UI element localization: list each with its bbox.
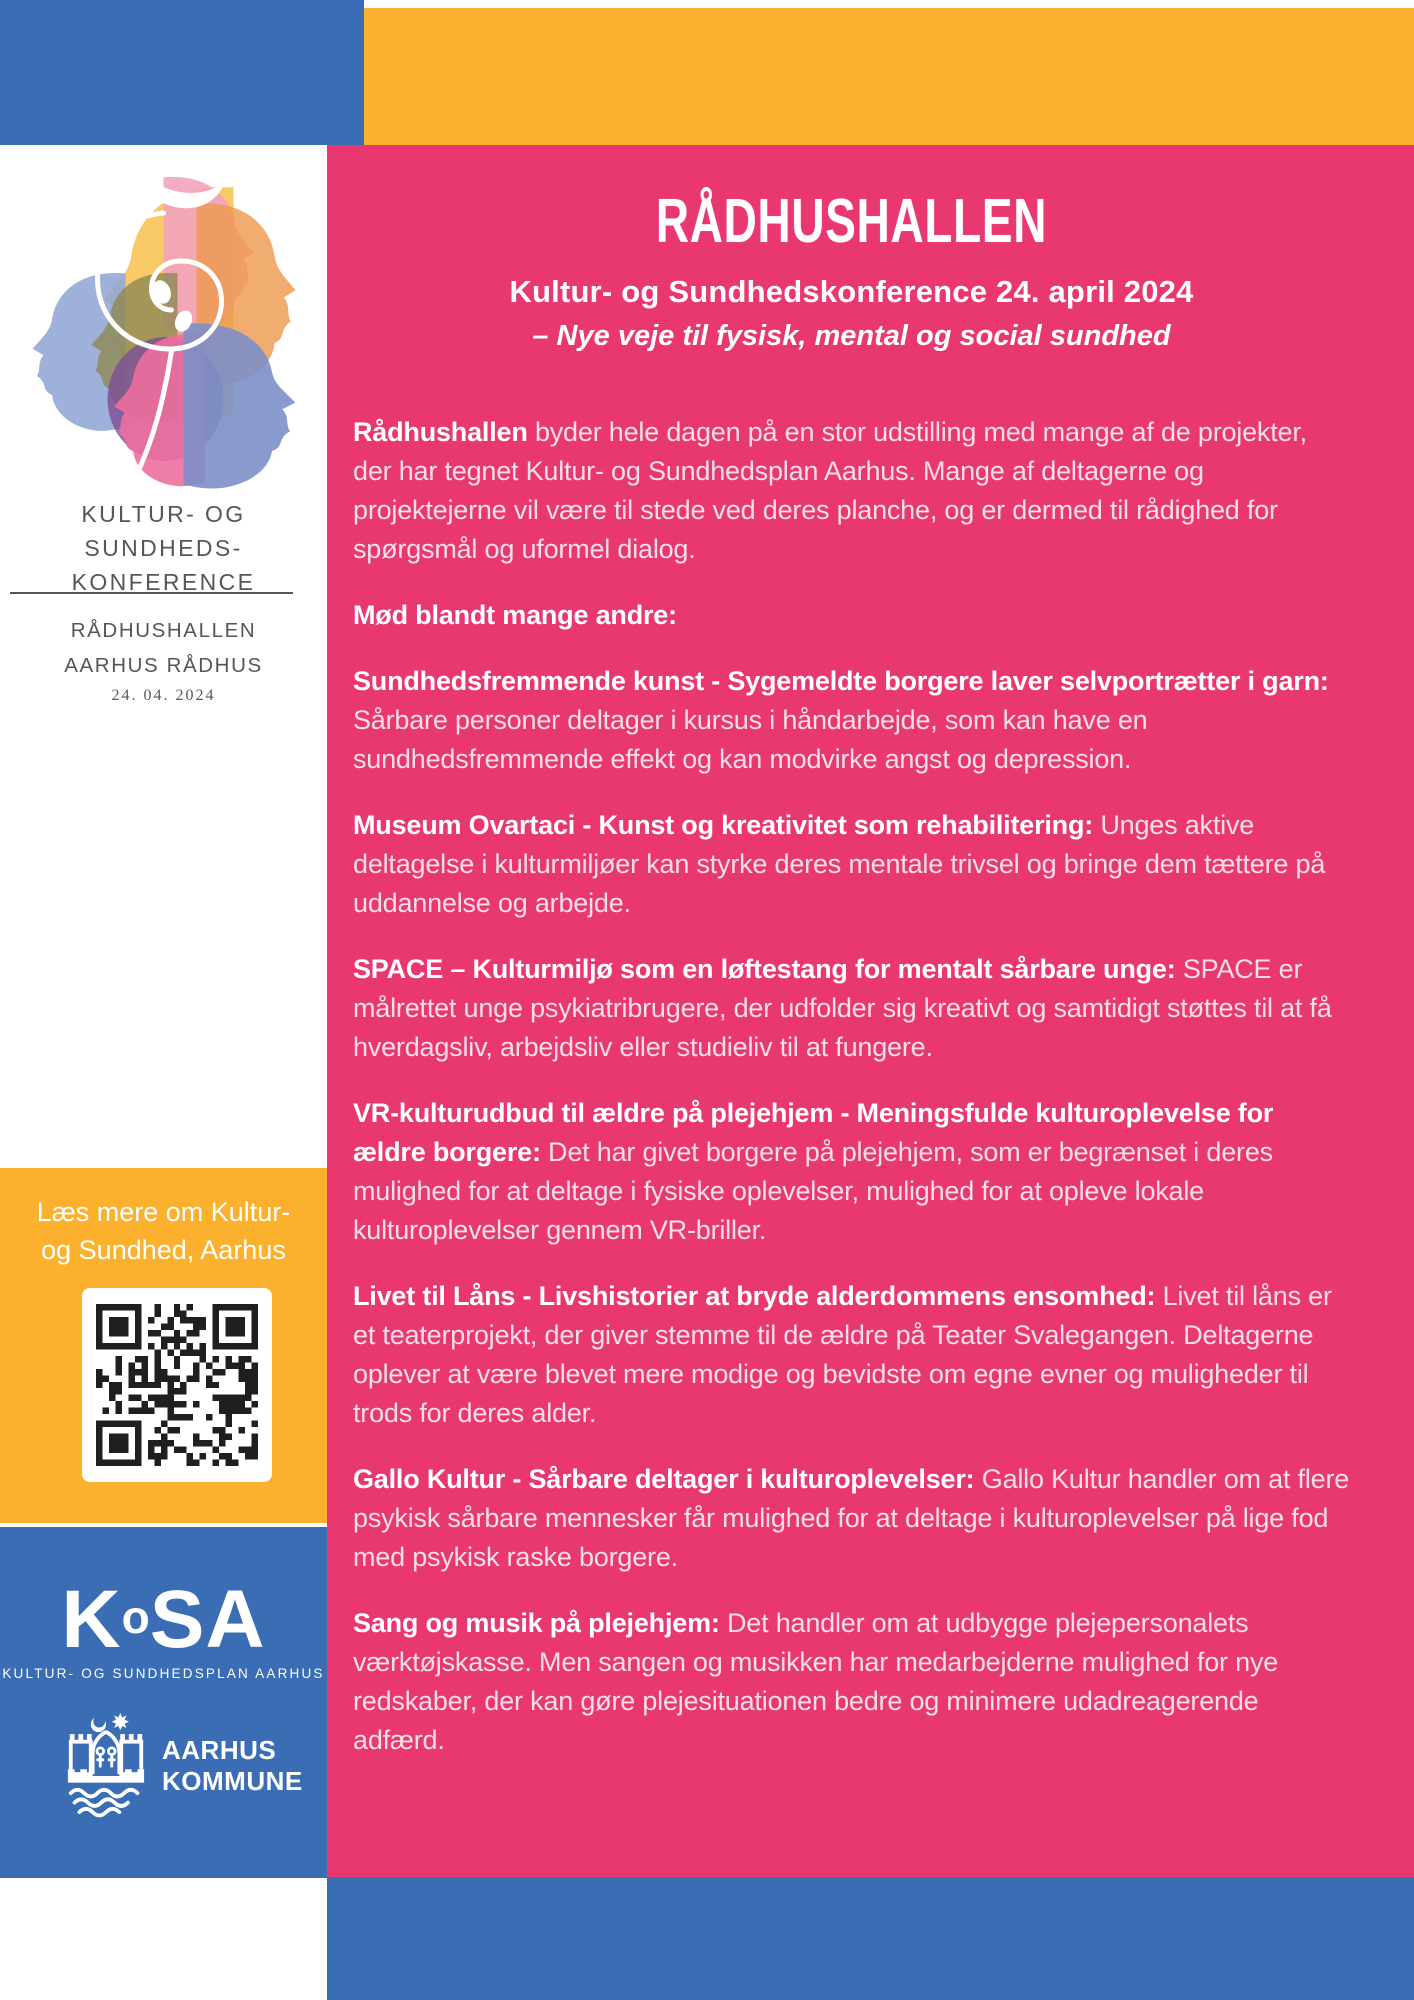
aarhus-kommune-logo [66,1713,303,1818]
project-section-body: Unges aktive deltagelse i kulturmiljøer kan styrke deres mentale trivsel og bringe dem tættere på uddannelse og arbejde. [353,809,1326,918]
sidebar-venue-line2: AARHUS RÅDHUS [64,654,263,677]
aarhus-kommune-wordmark [162,1735,303,1797]
aarhus-kommune-line2: KOMMUNE [162,1765,303,1796]
project-section-body: SPACE er målrettet unge psykiatribrugere, der udfolder sig kreativt og samtidigt støttes til at få hverdagsliv, arbejdsliv eller studieliv til at fungere. [353,953,1332,1062]
main-content [327,145,1414,1877]
project-section-lead: Livet til Låns - Livshistorier at bryde alderdommens ensomhed: [353,1280,1156,1311]
aarhus-crest-icon [66,1713,146,1818]
sidebar [0,145,327,1168]
project-section-lead: VR-kulturudbud til ældre på plejehjem - Meningsfulde kulturoplevelse for ældre borgere: [353,1097,1274,1167]
page-subtitle: Kultur- og Sundhedskonference 24. april 2024 [509,273,1194,309]
kosa-o: o [121,1591,150,1643]
kosa-k: K [61,1574,122,1665]
project-sections [353,662,1350,1760]
project-section [353,1604,1350,1760]
qr-caption [0,1168,327,1269]
top-left-blue-band [0,0,364,145]
qr-panel [0,1168,327,1523]
footer-logo-panel [0,1527,327,1878]
project-section-lead: Sundhedsfremmende kunst - Sygemeldte borgere laver selvportrætter i garn: [353,665,1329,696]
project-section-body: Det har givet borgere på plejehjem, som er begrænset i deres mulighed for at deltage i fysiske oplevelser, mulighed for at opleve lokale kulturoplevelser gennem VR-briller. [353,1136,1273,1245]
faces-collage-logo-icon [12,151,315,491]
kosa-tagline: KULTUR- OG SUNDHEDSPLAN AARHUS [2,1666,325,1681]
kosa-logo [0,1574,327,1665]
project-section-body: Det handler om at udbygge plejepersonalets værktøjskasse. Men sangen og musikken har medarbejderne mulighed for nye redskaber, der kan gøre plejesituationen bedre og minimere udadreagerende adfærd. [353,1607,1279,1755]
top-orange-band [364,8,1414,145]
project-section [353,1094,1350,1250]
project-section [353,1460,1350,1577]
project-section-body: Livet til låns er et teaterprojekt, der giver stemme til de ældre på Teater Svalegangen. Deltagerne oplever at være blevet mere modige og bevidste om egne evner og muligheder til trods for deres alder. [353,1280,1332,1428]
project-section-body: Sårbare personer deltager i kursus i håndarbejde, som kan have en sundhedsfremmende effekt og kan modvirke angst og depression. [353,704,1148,774]
sidebar-divider [10,592,293,594]
sidebar-conference-title-line2: KONFERENCE [71,569,256,595]
sidebar-conference-title-line1: KULTUR- OG SUNDHEDS- [81,501,246,561]
intro-body: byder hele dagen på en stor udstilling med mange af de projekter, der har tegnet Kultur- og Sundhedsplan Aarhus. Mange af deltagerne og projektejerne vil være til stede ved deres planche, og er dermed til rådighed for spørgsmål og uformel dialog. [353,416,1307,564]
aarhus-kommune-line1: AARHUS [162,1734,277,1765]
project-section [353,806,1350,923]
sidebar-conference-title [0,497,327,599]
meet-heading: Mød blandt mange andre: [353,599,677,630]
project-section-lead: Sang og musik på plejehjem: [353,1607,720,1638]
page-tagline: – Nye veje til fysisk, mental og social sundhed [532,319,1171,352]
intro-paragraph [353,413,1350,569]
project-section-lead: Gallo Kultur - Sårbare deltager i kulturoplevelser: [353,1463,975,1494]
project-section-lead: Museum Ovartaci - Kunst og kreativitet som rehabilitering: [353,809,1094,840]
project-section-body: Gallo Kultur handler om at flere psykisk sårbare mennesker får mulighed for at deltage i kulturoplevelser på lige fod med psykisk raske borgere. [353,1463,1350,1572]
project-section-lead: SPACE – Kulturmiljø som en løftestang for mentalt sårbare unge: [353,953,1176,984]
project-section [353,1277,1350,1433]
qr-caption-line2: og Sundhed, Aarhus [41,1235,286,1265]
sidebar-date: 24. 04. 2024 [111,687,216,704]
project-section [353,662,1350,779]
kosa-sa: SA [149,1574,266,1665]
page-title: RÅDHUSHALLEN [655,187,1048,256]
sidebar-venue [0,613,327,683]
masthead [353,189,1350,353]
project-section [353,950,1350,1067]
qr-code [82,1288,272,1482]
sidebar-venue-line1: RÅDHUSHALLEN [70,619,257,642]
intro-lead: Rådhushallen [353,416,528,447]
bottom-blue-band [327,1877,1414,2000]
qr-caption-line1: Læs mere om Kultur- [36,1197,291,1227]
